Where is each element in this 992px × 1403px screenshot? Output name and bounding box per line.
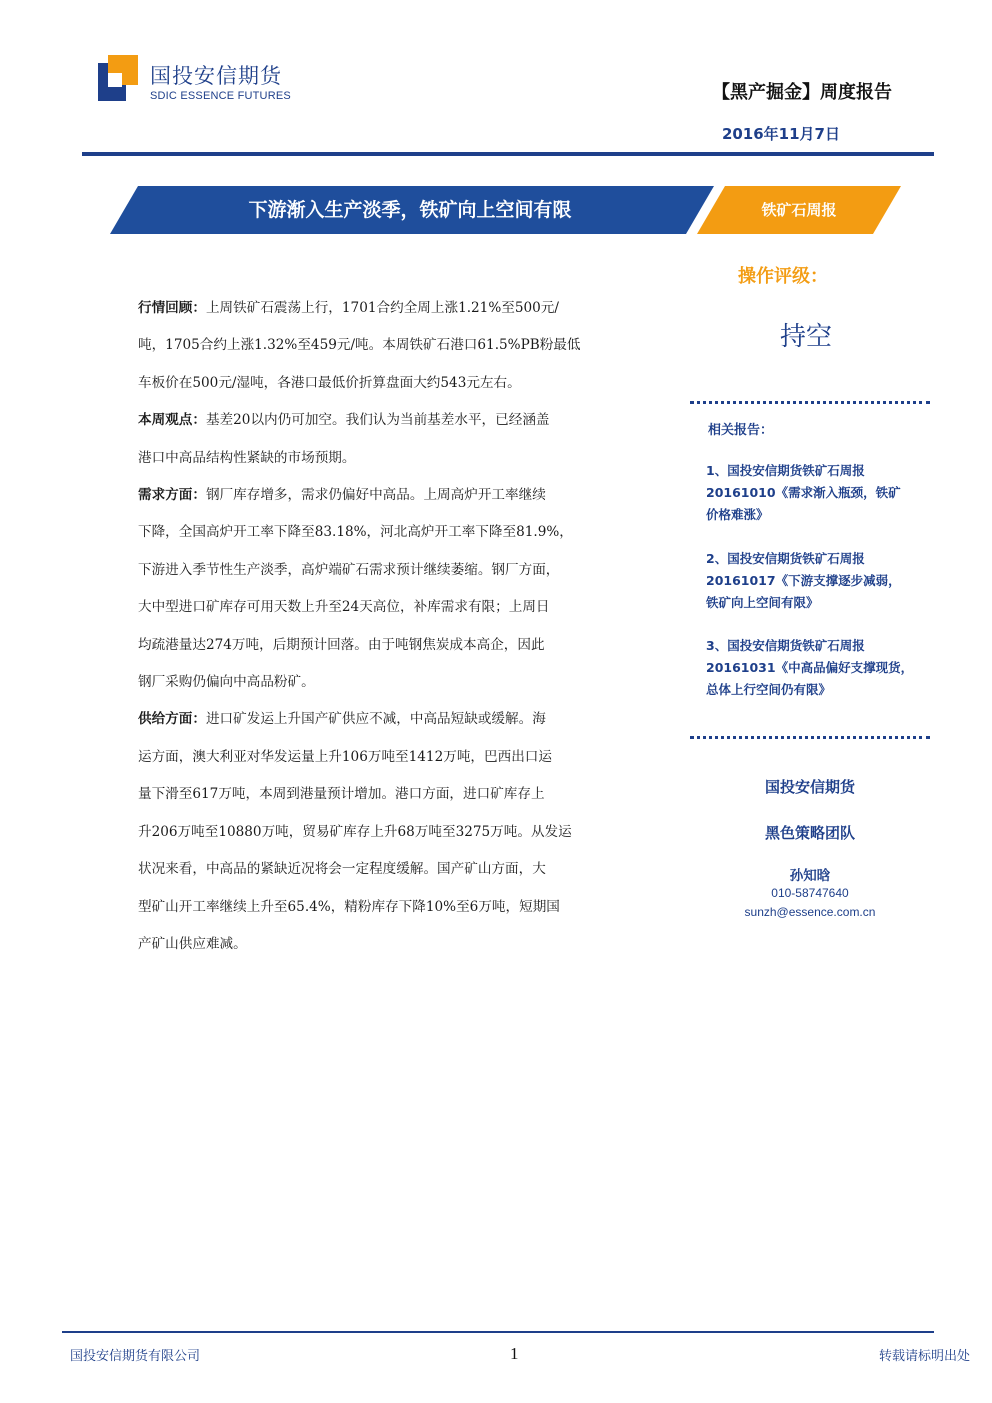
body-line: 进口矿发运上升国产矿供应不减，中高品短缺或缓解。海: [205, 711, 546, 728]
report-category: 铁矿石周报: [761, 201, 837, 219]
page-number: 1: [510, 1344, 519, 1363]
body-line: 运方面，澳大利亚对华发运量上升106万吨至1412万吨，巴西出口运: [138, 748, 552, 765]
section-heading: 供给方面：: [138, 711, 206, 728]
sidebar-divider: [690, 401, 930, 404]
contact-team: 黑色策略团队: [764, 824, 855, 842]
section-heading: 本周观点：: [138, 412, 206, 429]
related-report-line: 总体上行空间仍有限》: [706, 682, 832, 697]
related-report-line: 20161031《中高品偏好支撑现货，: [706, 660, 914, 675]
related-reports-title: 相关报告：: [708, 423, 774, 438]
rating-label: 操作评级：: [738, 266, 828, 287]
related-report-line: 2、国投安信期货铁矿石周报: [706, 551, 865, 566]
section-market-review: [138, 290, 666, 402]
related-report-line: 3、国投安信期货铁矿石周报: [706, 638, 865, 653]
body-line: 大中型进口矿库存可用天数上升至24天高位，补库需求有限；上周日: [138, 599, 550, 616]
related-report-link[interactable]: [706, 548, 930, 614]
section-supply: [138, 701, 666, 963]
body-line: 型矿山开工率继续上升至65.4%，精粉库存下降10%至6万吨，短期国: [138, 898, 560, 915]
report-date: 2016年11月7日: [721, 125, 840, 143]
analyst-name: 孙知晗: [789, 868, 831, 884]
related-report-link[interactable]: [706, 460, 930, 526]
body-line: 基差20以内仍可加空。我们认为当前基差水平，已经涵盖: [205, 412, 550, 429]
related-report-link[interactable]: [706, 635, 930, 701]
section-heading: 行情回顾：: [138, 300, 206, 316]
body-line: 升206万吨至10880万吨，贸易矿库存上升68万吨至3275万吨。从发运: [138, 823, 572, 840]
body-line: 钢厂采购仍偏向中高品粉矿。: [138, 674, 315, 691]
company-name-en: SDIC ESSENCE FUTURES: [150, 90, 291, 102]
sidebar-divider: [690, 736, 930, 739]
footer-notice: 转载请标明出处: [878, 1349, 970, 1364]
body-line: 下游进入季节性生产淡季，高炉端矿石需求预计继续萎缩。钢厂方面，: [138, 561, 560, 578]
body-line: 车板价在500元/湿吨，各港口最低价折算盘面大约543元左右。: [138, 374, 521, 391]
report-title: 下游渐入生产淡季，铁矿向上空间有限: [248, 199, 572, 221]
body-line: 港口中高品结构性紧缺的市场预期。: [138, 449, 356, 466]
company-logo-icon: [98, 55, 138, 101]
header-divider: [82, 152, 934, 156]
body-line: 上周铁矿石震荡上行，1701合约全周上涨1.21%至500元/: [205, 300, 559, 316]
related-report-line: 铁矿向上空间有限》: [706, 595, 819, 610]
related-report-line: 20161010《需求渐入瓶颈，铁矿: [706, 485, 901, 500]
body-line: 量下滑至617万吨，本周到港量预计增加。港口方面，进口矿库存上: [138, 786, 545, 803]
body-line: 下降，全国高炉开工率下降至83.18%，河北高炉开工率下降至81.9%，: [138, 524, 573, 541]
contact-company: 国投安信期货: [764, 778, 855, 796]
footer-company: 国投安信期货有限公司: [70, 1349, 201, 1364]
rating-value: 持空: [780, 322, 833, 352]
related-report-line: 1、国投安信期货铁矿石周报: [706, 463, 865, 478]
section-weekly-view: [138, 402, 666, 477]
body-line: 状况来看，中高品的紧缺近况将会一定程度缓解。国产矿山方面，大: [138, 861, 546, 878]
footer-divider: [62, 1331, 934, 1333]
report-type: 【黑产掘金】周度报告: [712, 82, 892, 103]
section-demand: [138, 477, 666, 701]
analyst-phone: 010-58747640: [771, 886, 849, 900]
body-line: 钢厂库存增多，需求仍偏好中高品。上周高炉开工率继续: [205, 487, 546, 504]
body-line: 吨，1705合约上涨1.32%至459元/吨。本周铁矿石港口61.5%PB粉最低: [138, 337, 581, 354]
body-line: 均疏港量达274万吨，后期预计回落。由于吨钢焦炭成本高企，因此: [138, 636, 545, 653]
related-report-line: 价格难涨》: [706, 507, 769, 522]
report-body: [138, 290, 666, 963]
company-name-cn: 国投安信期货: [150, 64, 282, 88]
analyst-email[interactable]: sunzh@essence.com.cn: [744, 905, 876, 919]
section-heading: 需求方面：: [138, 487, 206, 504]
related-report-line: 20161017《下游支撑逐步减弱，: [706, 573, 901, 588]
body-line: 产矿山供应难减。: [138, 935, 247, 952]
